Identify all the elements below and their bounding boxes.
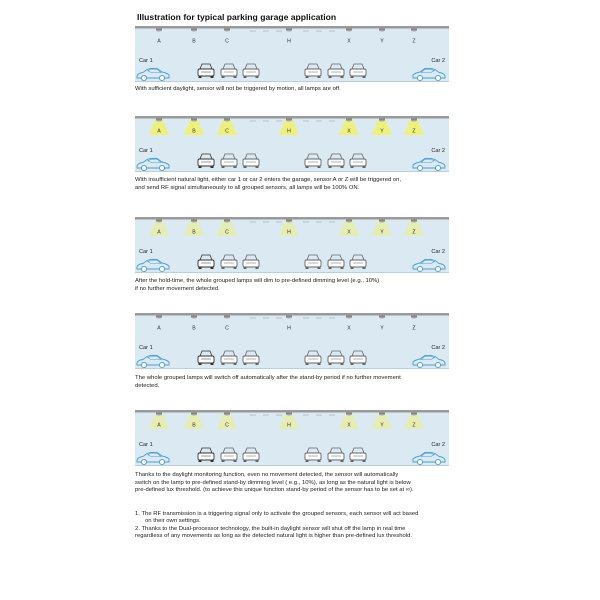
- ceiling: [135, 116, 449, 119]
- ceiling: [135, 217, 449, 220]
- caption-4: [135, 375, 470, 390]
- sensor-label: H: [287, 422, 291, 429]
- caption-line: pre-defined lux threshold. (to achieve this unique function stand-by period of the sensor has to be set at ∞).: [135, 487, 414, 494]
- sensor-icon: [156, 29, 162, 31]
- sensor-icon: [346, 220, 352, 222]
- ceiling: [135, 26, 449, 29]
- sensor-icon: [286, 29, 292, 31]
- sensor-label: B: [192, 229, 196, 236]
- sensor-icon: [411, 413, 417, 415]
- sensor-label: A: [157, 422, 161, 429]
- sensor-label: Y: [380, 128, 384, 135]
- garage-scene: [135, 26, 449, 82]
- garage-illustration-1: [135, 26, 449, 82]
- sensor-label: A: [157, 128, 161, 135]
- sensor-label: H: [287, 325, 291, 332]
- sensor-icon: [379, 413, 385, 415]
- sensor-label: Y: [380, 229, 384, 236]
- sensor-label: B: [192, 38, 196, 45]
- caption-line: if no further movement detected.: [135, 285, 220, 292]
- sensor-label: Z: [412, 422, 416, 429]
- caption-line: detected.: [135, 382, 160, 389]
- sensor-icon: [346, 413, 352, 415]
- note-1-cont: on their own settings.: [145, 518, 201, 525]
- garage-illustration-3: [135, 217, 449, 273]
- sensor-label: Y: [380, 325, 384, 332]
- sensor-icon: [286, 316, 292, 318]
- sensor-label: H: [287, 229, 291, 236]
- car-1-label: Car 1: [139, 148, 153, 154]
- sensor-label: C: [225, 325, 229, 332]
- garage-scene: [135, 410, 449, 466]
- sensor-icon: [379, 29, 385, 31]
- caption-line: switch on the lamp to pre-defined stand-by dimming level ( e.g., 10%), as long as the natural light is below: [135, 479, 411, 486]
- sensor-label: Y: [380, 422, 384, 429]
- car-1-label: Car 1: [139, 58, 153, 64]
- sensor-icon: [224, 119, 230, 121]
- garage-illustration-2: [135, 116, 449, 172]
- car-1-label: Car 1: [139, 249, 153, 255]
- sensor-icon: [411, 316, 417, 318]
- note-1: 1. The RF transmission is a triggering signal only to activate the grouped sensors, each sensor will act based: [135, 511, 419, 517]
- sensor-label: H: [287, 38, 291, 45]
- sensor-label: X: [347, 229, 351, 236]
- sensor-label: C: [225, 128, 229, 135]
- sensor-icon: [411, 29, 417, 31]
- sensor-label: C: [225, 38, 229, 45]
- caption-line: With sufficient daylight, sensor will not be triggered by motion, all lamps are off.: [135, 86, 341, 92]
- sensor-label: X: [347, 128, 351, 135]
- garage-scene: [135, 217, 449, 273]
- sensor-label: B: [192, 325, 196, 332]
- car-1-label: Car 1: [139, 345, 153, 351]
- sensor-icon: [411, 220, 417, 222]
- garage-scene: [135, 313, 449, 369]
- sensor-icon: [379, 119, 385, 121]
- garage-illustration-4: [135, 313, 449, 369]
- sensor-icon: [156, 119, 162, 121]
- sensor-label: A: [157, 229, 161, 236]
- sensor-icon: [286, 220, 292, 222]
- page-title: Illustration for typical parking garage application: [137, 12, 337, 22]
- sensor-icon: [224, 413, 230, 415]
- sensor-icon: [191, 413, 197, 415]
- garage-illustration-5: [135, 410, 449, 466]
- sensor-icon: [224, 316, 230, 318]
- caption-5: [135, 472, 470, 495]
- garage-band: [135, 316, 449, 369]
- caption-1: [135, 86, 470, 94]
- caption-3: [135, 278, 470, 293]
- sensor-icon: [411, 119, 417, 121]
- sensor-label: A: [157, 325, 161, 332]
- caption-line: With insufficient natural light, either car 1 or car 2 enters the garage, sensor A or Z will be triggered on,: [135, 177, 402, 183]
- sensor-label: B: [192, 128, 196, 135]
- sensor-label: H: [287, 128, 291, 135]
- sensor-icon: [224, 220, 230, 222]
- sensor-label: X: [347, 325, 351, 332]
- ceiling: [135, 410, 449, 413]
- car-1-label: Car 1: [139, 442, 153, 448]
- note-2: 2. Thanks to the Dual-processor technology, the built-in daylight sensor will shut off the lamp in real time: [135, 525, 406, 532]
- car-2-label: Car 2: [431, 148, 445, 154]
- sensor-icon: [286, 119, 292, 121]
- sensor-label: Z: [412, 128, 416, 135]
- sensor-icon: [191, 316, 197, 318]
- sensor-icon: [379, 316, 385, 318]
- sensor-icon: [346, 119, 352, 121]
- sensor-icon: [156, 413, 162, 415]
- caption-2: [135, 177, 470, 192]
- sensor-icon: [286, 413, 292, 415]
- sensor-icon: [156, 220, 162, 222]
- sensor-label: A: [157, 38, 161, 45]
- caption-line: Thanks to the daylight monitoring function, even no movement detected, the sensor will automatically: [135, 472, 399, 478]
- sensor-label: X: [347, 422, 351, 429]
- garage-band: [135, 29, 449, 82]
- sensor-icon: [191, 220, 197, 222]
- car-2-label: Car 2: [431, 58, 445, 64]
- sensor-icon: [346, 29, 352, 31]
- notes: [135, 511, 475, 541]
- sensor-label: Z: [412, 229, 416, 236]
- sensor-icon: [191, 119, 197, 121]
- sensor-label: Y: [380, 38, 384, 45]
- car-2-label: Car 2: [431, 442, 445, 448]
- note-2-cont: regardless of any movements as long as the detected natural light is higher than pre-defined lux threshold.: [135, 533, 413, 540]
- car-2-label: Car 2: [431, 249, 445, 255]
- sensor-label: C: [225, 229, 229, 236]
- sensor-label: Z: [412, 325, 416, 332]
- sensor-label: B: [192, 422, 196, 429]
- sensor-label: C: [225, 422, 229, 429]
- sensor-icon: [156, 316, 162, 318]
- car-2-label: Car 2: [431, 345, 445, 351]
- caption-line: The whole grouped lamps will switch off automatically after the stand-by period if no further movement: [135, 375, 401, 381]
- sensor-label: Z: [412, 38, 416, 45]
- caption-line: and send RF signal simultaneously to all grouped sensors, all lamps will be 100% ON.: [135, 184, 360, 191]
- garage-scene: [135, 116, 449, 172]
- caption-line: After the hold-time, the whole grouped lamps will dim to pre-defined dimming level (e.g., 10%): [135, 278, 380, 284]
- sensor-icon: [191, 29, 197, 31]
- sensor-icon: [224, 29, 230, 31]
- sensor-label: X: [347, 38, 351, 45]
- sensor-icon: [346, 316, 352, 318]
- sensor-icon: [379, 220, 385, 222]
- ceiling: [135, 313, 449, 316]
